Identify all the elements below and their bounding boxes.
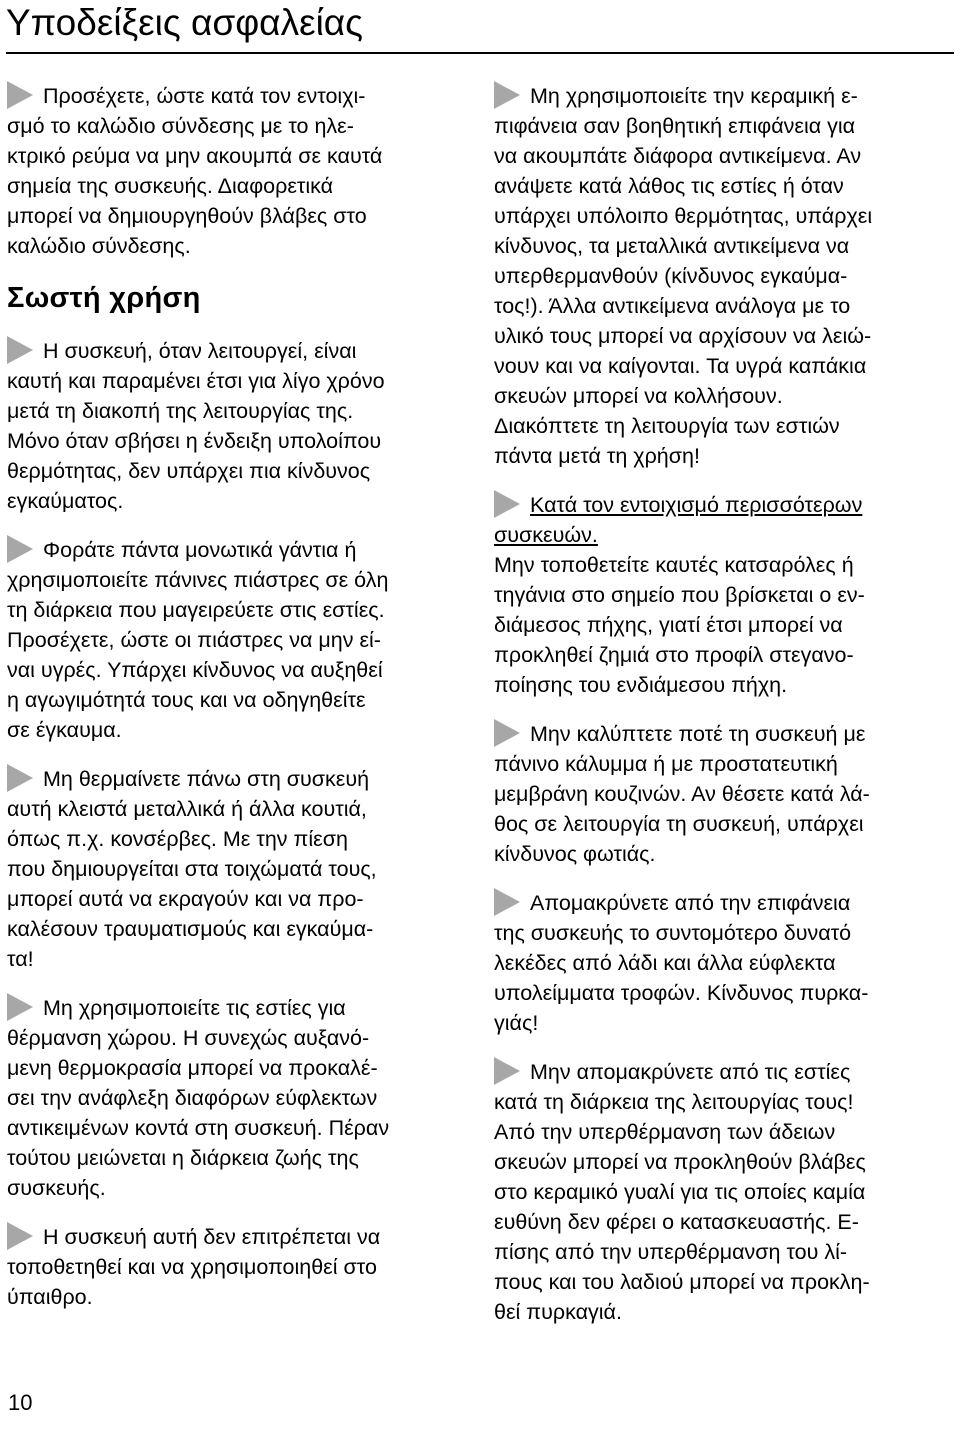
item-text-line: καυτή και παραμένει έτσι για λίγο χρόνο <box>7 369 385 393</box>
item-text-line: πάντα μετά τη χρήση! <box>494 444 700 468</box>
item-heading-line: συσκευών. <box>494 523 598 547</box>
item-text-line: τη διάρκεια που μαγειρεύετε στις εστίες. <box>7 598 385 622</box>
item-text-line: Η συσκευή αυτή δεν επιτρέπεται να <box>43 1225 381 1249</box>
item-text-line: γιάς! <box>494 1011 539 1035</box>
item-text-line: χρησιμοποιείτε πάνινες πιάστρες σε όλη <box>7 568 389 592</box>
item-text-line: διάμεσος πήχης, γιατί έτσι μπορεί να <box>494 613 843 637</box>
item-text-line: σκευών μπορεί να κολλήσουν. <box>494 384 783 408</box>
item-text-line: καλώδιο σύνδεσης. <box>7 234 191 258</box>
item-text-line: ευθύνη δεν φέρει ο κατασκευαστής. Ε- <box>494 1210 859 1234</box>
item-text-line: Μη χρησιμοποιείτε την κεραμική ε- <box>530 84 858 108</box>
item-text-line: σει την ανάφλεξη διαφόρων εύφλεκτων <box>7 1086 378 1110</box>
item-text-line: ανάψετε κατά λάθος τις εστίες ή όταν <box>494 174 844 198</box>
item-text-line: τος!). Άλλα αντικείμενα ανάλογα με το <box>494 294 851 318</box>
item-text-line: πιφάνεια σαν βοηθητική επιφάνεια για <box>494 114 856 138</box>
item-text-line: σε έγκαυμα. <box>7 718 122 742</box>
item-text-line: Φοράτε πάντα μονωτικά γάντια ή <box>43 538 357 562</box>
bullet-arrow-icon <box>494 1057 520 1085</box>
page-number: 10 <box>8 1390 33 1415</box>
item-text-line: τούτου μειώνεται η διάρκεια ζωής της <box>7 1146 359 1170</box>
bullet-arrow-icon <box>7 81 33 109</box>
item-text-line: προκληθεί ζημιά στο προφίλ στεγανο- <box>494 643 854 667</box>
bullet-arrow-icon <box>494 719 520 747</box>
item-text-line: Μη θερμαίνετε πάνω στη συσκευή <box>43 767 370 791</box>
item-text-line: τα! <box>7 947 34 971</box>
item-text-line: υλικό τους μπορεί να αρχίσουν να λειώ- <box>494 324 872 348</box>
safety-item <box>494 888 952 1038</box>
page-title: Υποδείξεις ασφαλείας <box>6 2 364 43</box>
bullet-arrow-icon <box>7 1222 33 1250</box>
left-column <box>7 81 469 1331</box>
item-text-line: νουν και να καίγονται. Τα υγρά καπάκια <box>494 354 867 378</box>
page-header <box>6 0 954 54</box>
item-text-line: Από την υπερθέρμανση των άδειων <box>494 1120 836 1144</box>
item-text-line: αντικειμένων κοντά στη συσκευή. Πέραν <box>7 1116 390 1140</box>
item-text-line: τηγάνια στο σημείο που βρίσκεται ο εν- <box>494 583 865 607</box>
item-text-line: η αγωγιμότητά τους και να οδηγηθείτε <box>7 688 366 712</box>
item-text-line: συσκευής. <box>7 1176 106 1200</box>
item-text-line: Μην τοποθετείτε καυτές κατσαρόλες ή <box>494 553 854 577</box>
section-heading: Σωστή χρήση <box>7 282 201 314</box>
item-text-line: στο κεραμικό γυαλί για τις οποίες καμία <box>494 1180 866 1204</box>
item-text-line: Μόνο όταν σβήσει η ένδειξη υπολοίπου <box>7 429 382 453</box>
right-column <box>494 81 952 1346</box>
bullet-arrow-icon <box>7 336 33 364</box>
item-text-line: σκευών μπορεί να προκληθούν βλάβες <box>494 1150 866 1174</box>
item-text-line: εγκαύματος. <box>7 489 124 513</box>
item-text-line: πίσης από την υπερθέρμανση του λί- <box>494 1240 848 1264</box>
item-text-line: Μην καλύπτετε ποτέ τη συσκευή με <box>530 722 866 746</box>
bullet-arrow-icon <box>494 490 520 518</box>
item-text-line: Μη χρησιμοποιείτε τις εστίες για <box>43 996 346 1020</box>
safety-item <box>7 336 469 516</box>
item-text-line: υπολείμματα τροφών. Κίνδυνος πυρκα- <box>494 981 869 1005</box>
item-text-line: Μην απομακρύνετε από τις εστίες <box>530 1060 851 1084</box>
safety-item <box>494 81 952 471</box>
item-text-line: θος σε λειτουργία τη συσκευή, υπάρχει <box>494 812 864 836</box>
safety-item <box>494 490 952 700</box>
item-text-line: ναι υγρές. Υπάρχει κίνδυνος να αυξηθεί <box>7 658 383 682</box>
safety-item <box>7 1222 469 1312</box>
item-text-line: Προσέχετε, ώστε κατά τον εντοιχι- <box>43 84 366 108</box>
item-text-line: πους και του λαδιού μπορεί να προκλη- <box>494 1270 870 1294</box>
item-text-line: κτρικό ρεύμα να μην ακουμπά σε καυτά <box>7 144 383 168</box>
item-text-line: υπάρχει υπόλοιπο θερμότητας, υπάρχει <box>494 204 873 228</box>
bullet-arrow-icon <box>7 993 33 1021</box>
bullet-arrow-icon <box>494 81 520 109</box>
item-text-line: Η συσκευή, όταν λειτουργεί, είναι <box>43 339 357 363</box>
item-text-line: μπορεί αυτά να εκραγούν και να προ- <box>7 887 364 911</box>
bullet-arrow-icon <box>494 888 520 916</box>
item-text-line: όπως π.χ. κονσέρβες. Με την πίεση <box>7 827 348 851</box>
item-text-line: μενη θερμοκρασία μπορεί να προκαλέ- <box>7 1056 378 1080</box>
safety-item <box>7 764 469 974</box>
item-text-line: Διακόπτετε τη λειτουργία των εστιών <box>494 414 840 438</box>
item-text-line: υπερθερμανθούν (κίνδυνος εγκαύμα- <box>494 264 848 288</box>
bullet-arrow-icon <box>7 535 33 563</box>
item-text-line: μπορεί να δημιουργηθούν βλάβες στο <box>7 204 367 228</box>
item-text-line: Προσέχετε, ώστε οι πιάστρες να μην εί- <box>7 628 381 652</box>
safety-item <box>494 719 952 869</box>
item-text-line: αυτή κλειστά μεταλλικά ή άλλα κουτιά, <box>7 797 367 821</box>
item-text-line: της συσκευής το συντομότερο δυνατό <box>494 921 852 945</box>
item-text-line: πάνινο κάλυμμα ή με προστατευτική <box>494 752 838 776</box>
item-text-line: που δημιουργείται στα τοιχώματά τους, <box>7 857 377 881</box>
safety-item <box>7 535 469 745</box>
safety-item <box>7 993 469 1203</box>
item-text-line: ύπαιθρο. <box>7 1285 93 1309</box>
item-text-line: λεκέδες από λάδι και άλλα εύφλεκτα <box>494 951 836 975</box>
item-text-line: καλέσουν τραυματισμούς και εγκαύμα- <box>7 917 374 941</box>
item-text-line: κίνδυνος, τα μεταλλικά αντικείμενα να <box>494 234 850 258</box>
item-text-line: θεί πυρκαγιά. <box>494 1300 622 1324</box>
item-text-line: κατά τη διάρκεια της λειτουργίας τους! <box>494 1090 854 1114</box>
item-text-line: να ακουμπάτε διάφορα αντικείμενα. Αν <box>494 144 862 168</box>
bullet-arrow-icon <box>7 764 33 792</box>
safety-item <box>494 1057 952 1327</box>
item-text-line: θέρμανση χώρου. Η συνεχώς αυξανό- <box>7 1026 370 1050</box>
item-text-line: τοποθετηθεί και να χρησιμοποιηθεί στο <box>7 1255 377 1279</box>
item-text-line: σημεία της συσκευής. Διαφορετικά <box>7 174 334 198</box>
item-text-line: Απομακρύνετε από την επιφάνεια <box>530 891 851 915</box>
item-heading-line: Κατά τον εντοιχισμό περισσότερων <box>530 493 863 517</box>
item-text-line: κίνδυνος φωτιάς. <box>494 842 656 866</box>
item-text-line: σμό το καλώδιο σύνδεσης με το ηλε- <box>7 114 354 138</box>
item-text-line: ποίησης του ενδιάμεσου πήχη. <box>494 673 788 697</box>
safety-item <box>7 81 469 261</box>
item-text-line: θερμότητας, δεν υπάρχει πια κίνδυνος <box>7 459 371 483</box>
item-text-line: μετά τη διακοπή της λειτουργίας της. <box>7 399 354 423</box>
item-text-line: μεμβράνη κουζινών. Αν θέσετε κατά λά- <box>494 782 870 806</box>
